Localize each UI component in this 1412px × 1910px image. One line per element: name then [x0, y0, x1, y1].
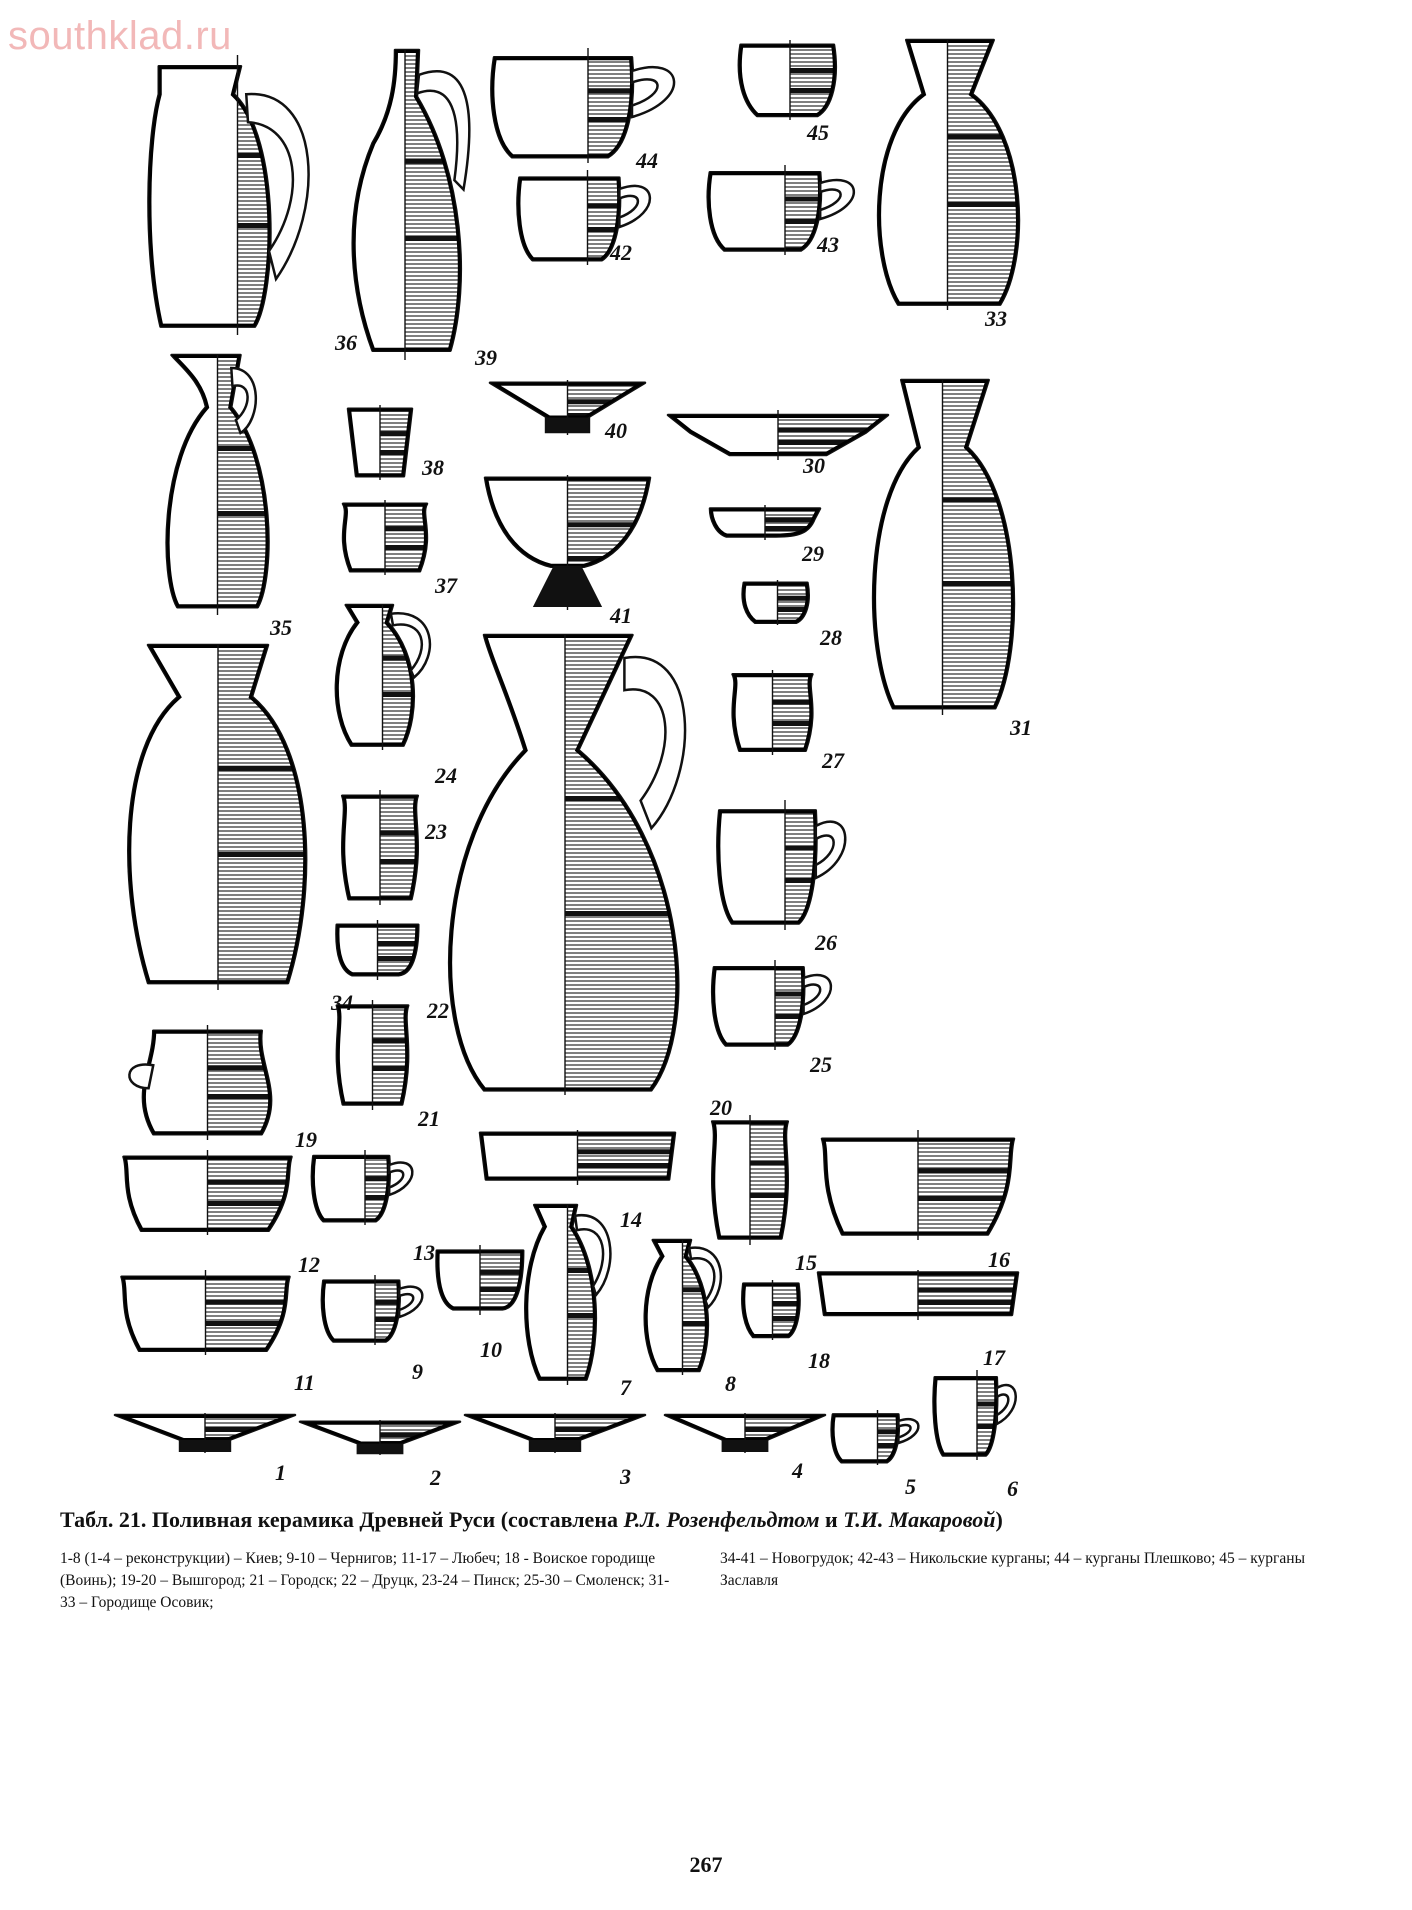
vessel-figure: [715, 800, 855, 955]
vessel-drawing: [485, 475, 650, 610]
vessel-figure: [932, 1370, 1022, 1501]
figure-number: 15: [795, 1250, 817, 1275]
figure-number: 20: [710, 1095, 732, 1120]
figure-number: 34: [331, 990, 353, 1015]
figure-number: 23: [425, 819, 447, 844]
watermark: southklad.ru: [8, 14, 232, 58]
figure-number: 25: [810, 1052, 832, 1077]
vessel-drawing: [335, 920, 420, 980]
figure-number: 5: [905, 1474, 916, 1499]
vessel-figure: [160, 355, 292, 640]
vessel-drawing: [860, 380, 1025, 715]
vessel-drawing: [710, 505, 820, 540]
vessel-figure: [435, 1245, 525, 1362]
caption-suffix: ): [995, 1507, 1003, 1532]
vessel-drawing: [830, 1410, 925, 1465]
figure-number: 30: [803, 453, 825, 478]
figure-number: 40: [605, 418, 627, 443]
vessel-drawing: [115, 1413, 295, 1453]
vessel-drawing: [335, 500, 435, 575]
vessel-drawing: [430, 635, 700, 1095]
figure-number: 18: [808, 1348, 830, 1373]
vessel-drawing: [715, 800, 855, 930]
vessel-figure: [668, 410, 888, 478]
vessel-drawing: [340, 50, 470, 360]
caption-and: и: [819, 1507, 844, 1532]
vessel-drawing: [705, 1115, 795, 1245]
figure-number: 10: [480, 1337, 502, 1362]
vessel-figure: [705, 1115, 817, 1275]
figure-number: 31: [1010, 715, 1032, 740]
vessel-figure: [740, 1280, 830, 1373]
figure-number: 38: [422, 455, 444, 480]
vessel-figure: [860, 380, 1032, 740]
vessel-figure: [430, 635, 732, 1120]
vessel-hatching: [208, 1027, 286, 1139]
figure-number: 29: [802, 541, 824, 566]
vessel-hatching: [206, 1272, 294, 1352]
vessel-figure: [865, 40, 1030, 331]
figure-number: 14: [620, 1207, 642, 1232]
vessel-figure: [335, 500, 457, 598]
vessel-drawing: [330, 605, 435, 750]
figure-number: 6: [1007, 1476, 1018, 1501]
vessel-drawing: [705, 165, 865, 255]
vessel-figure: [640, 1240, 736, 1396]
caption-prefix: Табл. 21. Поливная керамика Древней Руси (составлена: [60, 1507, 624, 1532]
figure-number: 28: [820, 625, 842, 650]
vessel-hatching: [948, 42, 1031, 306]
vessel-drawing: [932, 1370, 1022, 1460]
vessel-figure: [300, 1420, 460, 1490]
vessel-drawing: [335, 790, 425, 905]
vessel-figure: [310, 1150, 435, 1265]
vessel-drawing: [520, 1205, 615, 1385]
vessel-figure: [490, 380, 645, 443]
figure-number: 21: [418, 1106, 440, 1131]
figure-number: 7: [620, 1375, 631, 1400]
vessel-figure: [335, 790, 447, 905]
vessel-figure: [830, 1410, 925, 1499]
vessel-drawing: [668, 410, 888, 460]
vessel-figure: [150, 55, 357, 355]
caption-notes-left: 1-8 (1-4 – реконструкции) – Киев; 9-10 – Чернигов; 11-17 – Любеч; 18 - Воиское городище (Воинь); 19-20 – Вышгород; 21 – Городск; 22 – Друцк, 23-24 – Пинск; 25-30 – Смоленск; 31-33 – Городище Осовик;: [60, 1550, 670, 1611]
vessel-drawing: [515, 170, 660, 265]
vessel-drawing: [310, 1150, 420, 1225]
vessel-drawing: [818, 1130, 1018, 1240]
vessel-figure: [705, 165, 865, 255]
vessel-drawing: [740, 580, 815, 625]
vessel-drawing: [340, 405, 420, 480]
figure-number: 11: [294, 1370, 315, 1395]
table-caption: [60, 1507, 1003, 1533]
vessel-figure: [330, 605, 457, 788]
vessel-figure: [120, 1150, 320, 1277]
vessel-hatching: [208, 1152, 296, 1232]
figure-number: 13: [413, 1240, 435, 1265]
vessel-figure: [710, 505, 824, 566]
vessel-figure: [710, 960, 840, 1077]
figure-number: 26: [815, 930, 837, 955]
vessel-hatching: [380, 407, 420, 479]
vessel-figure: [740, 580, 842, 650]
vessel-drawing: [118, 645, 318, 990]
figure-number: 41: [610, 603, 632, 628]
vessel-figure: [480, 1130, 675, 1232]
figure-number: 12: [298, 1252, 320, 1277]
figure-number: 17: [983, 1345, 1005, 1370]
vessel-drawing: [330, 1000, 415, 1110]
caption-author-1: Р.Л. Розенфельдтом: [623, 1507, 820, 1532]
vessel-figure: [118, 1270, 315, 1395]
figure-number: 4: [792, 1458, 803, 1483]
figure-number: 16: [988, 1247, 1010, 1272]
vessel-drawing: [665, 1413, 825, 1453]
vessel-figure: [818, 1130, 1018, 1272]
vessel-drawing: [465, 1413, 645, 1453]
vessel-figure: [130, 1025, 317, 1152]
vessel-drawing: [120, 1150, 295, 1235]
figure-number: 45: [807, 120, 829, 145]
figure-number: 8: [725, 1371, 736, 1396]
figure-number: 9: [412, 1359, 423, 1384]
figure-number: 33: [985, 306, 1007, 331]
figure-number: 24: [435, 763, 457, 788]
vessel-hatching: [790, 42, 845, 118]
vessel-drawing: [865, 40, 1030, 310]
figure-number: 1: [275, 1460, 286, 1485]
vessel-drawing: [818, 1270, 1018, 1320]
vessel-figure: [340, 50, 497, 370]
vessel-drawing: [118, 1270, 293, 1355]
figure-number: 3: [620, 1464, 631, 1489]
vessel-figure: [488, 48, 688, 173]
vessel-figure: [485, 475, 650, 628]
figure-number: 44: [636, 148, 658, 173]
caption-notes-right: 34-41 – Новогрудок; 42-43 – Никольские курганы; 44 – курганы Плешково; 45 – курганы Заславля: [720, 1550, 1306, 1589]
vessel-figure: [340, 405, 444, 480]
vessel-figure: [465, 1413, 645, 1489]
vessel-drawing: [710, 960, 840, 1050]
vessel-hatching: [918, 1272, 1018, 1316]
vessel-drawing: [150, 55, 325, 335]
figure-number: 42: [610, 240, 632, 265]
vessel-drawing: [640, 1240, 725, 1375]
vessel-hatching: [918, 1132, 1018, 1236]
figure-number: 19: [295, 1127, 317, 1152]
vessel-drawing: [725, 670, 820, 755]
figure-number: 37: [435, 573, 457, 598]
vessel-hatching: [578, 1132, 676, 1184]
vessel-hatching: [480, 1247, 525, 1311]
vessel-drawing: [320, 1275, 430, 1345]
figure-number: 36: [335, 330, 357, 355]
caption-author-2: Т.И. Макаровой: [843, 1507, 996, 1532]
vessel-drawing: [480, 1130, 675, 1185]
vessel-drawing: [300, 1420, 460, 1455]
vessel-drawing: [740, 1280, 805, 1340]
vessel-figure: [115, 1413, 295, 1485]
vessel-drawing: [160, 355, 275, 615]
vessel-drawing: [735, 40, 845, 120]
vessel-figure: [665, 1413, 825, 1483]
figure-number: 27: [822, 748, 844, 773]
vessel-figure: [735, 40, 845, 145]
figure-number: 39: [475, 345, 497, 370]
page-number: 267: [689, 1852, 723, 1877]
vessel-figure: [725, 670, 844, 773]
vessel-figure: [320, 1275, 430, 1384]
vessel-figure: [118, 645, 353, 1015]
figure-number: 35: [270, 615, 292, 640]
figure-number: 2: [430, 1465, 441, 1490]
vessel-hatching: [943, 382, 1026, 714]
vessel-drawing: [130, 1025, 285, 1140]
figure-number: 43: [817, 232, 839, 257]
vessel-drawing: [435, 1245, 525, 1315]
vessel-figure: [818, 1270, 1018, 1370]
figure-number: 22: [427, 998, 449, 1023]
vessel-figure: [515, 170, 660, 265]
vessel-drawing: [488, 48, 688, 163]
